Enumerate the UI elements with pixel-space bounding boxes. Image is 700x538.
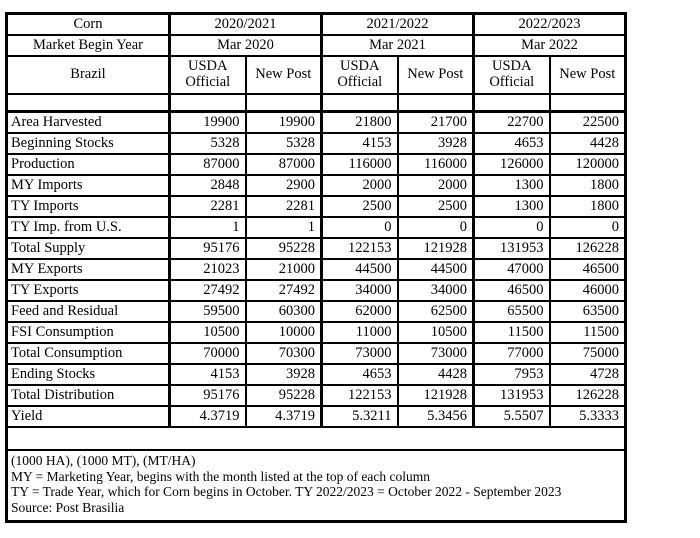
year-group-3: 2022/2023: [474, 14, 626, 36]
cell-value: 95176: [170, 385, 246, 406]
cell-value: 2500: [398, 196, 474, 217]
cell-value: 1300: [474, 196, 550, 217]
row-label: TY Imp. from U.S.: [7, 217, 170, 238]
row-label: Area Harvested: [7, 112, 170, 134]
cell-value: 0: [322, 217, 398, 238]
cell-value: 10000: [246, 322, 322, 343]
cell-value: 59500: [170, 301, 246, 322]
cell-value: 22500: [550, 112, 626, 134]
year-group-2: 2021/2022: [322, 14, 474, 36]
cell-value: 65500: [474, 301, 550, 322]
empty-cell: [550, 94, 626, 112]
cell-value: 11500: [550, 322, 626, 343]
cell-value: 34000: [322, 280, 398, 301]
row-label: Yield: [7, 406, 170, 427]
cell-value: 2900: [246, 175, 322, 196]
table-row: [7, 406, 626, 427]
cell-value: 1: [170, 217, 246, 238]
cell-value: 19900: [170, 112, 246, 134]
cell-value: 131953: [474, 385, 550, 406]
table-row: [7, 196, 626, 217]
cell-value: 46000: [550, 280, 626, 301]
footnote-cell: [7, 450, 626, 522]
row-label: Production: [7, 154, 170, 175]
market-begin-label: Market Begin Year: [7, 35, 170, 56]
cell-value: 21800: [322, 112, 398, 134]
row-label: MY Imports: [7, 175, 170, 196]
cell-value: 70300: [246, 343, 322, 364]
footnote-source: Source: Post Brasilia: [11, 499, 125, 515]
cell-value: 121928: [398, 238, 474, 259]
header-row-sources: [7, 56, 626, 94]
cell-value: 21000: [246, 259, 322, 280]
row-label: Total Consumption: [7, 343, 170, 364]
cell-value: 1: [246, 217, 322, 238]
cell-value: 4728: [550, 364, 626, 385]
cell-value: 75000: [550, 343, 626, 364]
cell-value: 7953: [474, 364, 550, 385]
cell-value: 131953: [474, 238, 550, 259]
subheader-official-2: USDA Official: [322, 56, 398, 94]
footnote-units: (1000 HA), (1000 MT), (MT/HA): [11, 453, 196, 468]
footnote-row: [7, 450, 626, 522]
cell-value: 4653: [474, 133, 550, 154]
row-label: Beginning Stocks: [7, 133, 170, 154]
cell-value: 70000: [170, 343, 246, 364]
cell-value: 3928: [246, 364, 322, 385]
table-row: [7, 322, 626, 343]
table-row: [7, 154, 626, 175]
row-label: Ending Stocks: [7, 364, 170, 385]
cell-value: 10500: [170, 322, 246, 343]
cell-value: 44500: [398, 259, 474, 280]
cell-value: 73000: [322, 343, 398, 364]
header-row-market-begin: [7, 35, 626, 56]
row-label: FSI Consumption: [7, 322, 170, 343]
cell-value: 0: [550, 217, 626, 238]
cell-value: 1800: [550, 196, 626, 217]
cell-value: 2281: [170, 196, 246, 217]
cell-value: 2848: [170, 175, 246, 196]
cell-value: 122153: [322, 238, 398, 259]
country-cell: Brazil: [7, 56, 170, 94]
row-label: Total Distribution: [7, 385, 170, 406]
cell-value: 77000: [474, 343, 550, 364]
cell-value: 5.3333: [550, 406, 626, 427]
cell-value: 1300: [474, 175, 550, 196]
row-label: Feed and Residual: [7, 301, 170, 322]
cell-value: 4428: [398, 364, 474, 385]
cell-value: 95176: [170, 238, 246, 259]
table-row: [7, 280, 626, 301]
cell-value: 47000: [474, 259, 550, 280]
year-group-1: 2020/2021: [170, 14, 322, 36]
table-row: [7, 259, 626, 280]
subheader-official-3: USDA Official: [474, 56, 550, 94]
table-row: [7, 238, 626, 259]
cell-value: 126228: [550, 385, 626, 406]
subheader-newpost-3: New Post: [550, 56, 626, 94]
table-row: [7, 112, 626, 134]
cell-value: 4.3719: [170, 406, 246, 427]
cell-value: 27492: [246, 280, 322, 301]
cell-value: 62000: [322, 301, 398, 322]
cell-value: 4153: [170, 364, 246, 385]
table-row: [7, 133, 626, 154]
table-row: [7, 343, 626, 364]
footnote-my-definition: MY = Marketing Year, begins with the month listed at the top of each column: [11, 468, 431, 484]
cell-value: 126000: [474, 154, 550, 175]
cell-value: 44500: [322, 259, 398, 280]
table-row: [7, 175, 626, 196]
market-begin-1: Mar 2020: [170, 35, 322, 56]
market-begin-3: Mar 2022: [474, 35, 626, 56]
cell-value: 5.3211: [322, 406, 398, 427]
cell-value: 116000: [398, 154, 474, 175]
cell-value: 46500: [550, 259, 626, 280]
cell-value: 95228: [246, 385, 322, 406]
cell-value: 4428: [550, 133, 626, 154]
cell-value: 11500: [474, 322, 550, 343]
row-label: TY Exports: [7, 280, 170, 301]
cell-value: 10500: [398, 322, 474, 343]
cell-value: 5.5507: [474, 406, 550, 427]
row-label: TY Imports: [7, 196, 170, 217]
subheader-newpost-2: New Post: [398, 56, 474, 94]
table-row: [7, 364, 626, 385]
cell-value: 5.3456: [398, 406, 474, 427]
row-label: MY Exports: [7, 259, 170, 280]
psd-commodity-table: [5, 12, 627, 523]
cell-value: 116000: [322, 154, 398, 175]
cell-value: 73000: [398, 343, 474, 364]
empty-header-row: [7, 94, 626, 112]
cell-value: 4653: [322, 364, 398, 385]
cell-value: 19900: [246, 112, 322, 134]
table-row: [7, 301, 626, 322]
cell-value: 2500: [322, 196, 398, 217]
market-begin-2: Mar 2021: [322, 35, 474, 56]
cell-value: 2000: [398, 175, 474, 196]
cell-value: 62500: [398, 301, 474, 322]
cell-value: 120000: [550, 154, 626, 175]
cell-value: 122153: [322, 385, 398, 406]
cell-value: 3928: [398, 133, 474, 154]
subheader-newpost-1: New Post: [246, 56, 322, 94]
cell-value: 4.3719: [246, 406, 322, 427]
empty-cell: [7, 94, 170, 112]
cell-value: 5328: [170, 133, 246, 154]
header-row-years: [7, 14, 626, 36]
cell-value: 87000: [170, 154, 246, 175]
cell-value: 46500: [474, 280, 550, 301]
cell-value: 121928: [398, 385, 474, 406]
cell-value: 2281: [246, 196, 322, 217]
empty-cell: [246, 94, 322, 112]
footnote-ty-definition: TY = Trade Year, which for Corn begins in October. TY 2022/2023 = October 2022 - September 2023: [11, 484, 562, 499]
row-label: Total Supply: [7, 238, 170, 259]
spacer-row: [7, 427, 626, 450]
empty-cell: [474, 94, 550, 112]
empty-cell: [170, 94, 246, 112]
table-row: [7, 217, 626, 238]
cell-value: 1800: [550, 175, 626, 196]
cell-value: 126228: [550, 238, 626, 259]
commodity-cell: Corn: [7, 14, 170, 36]
cell-value: 87000: [246, 154, 322, 175]
cell-value: 63500: [550, 301, 626, 322]
cell-value: 22700: [474, 112, 550, 134]
cell-value: 95228: [246, 238, 322, 259]
cell-value: 27492: [170, 280, 246, 301]
cell-value: 34000: [398, 280, 474, 301]
empty-cell: [398, 94, 474, 112]
cell-value: 11000: [322, 322, 398, 343]
table-row: [7, 385, 626, 406]
subheader-official-1: USDA Official: [170, 56, 246, 94]
cell-value: 21700: [398, 112, 474, 134]
cell-value: 60300: [246, 301, 322, 322]
cell-value: 0: [398, 217, 474, 238]
spacer-cell: [7, 427, 626, 450]
cell-value: 2000: [322, 175, 398, 196]
empty-cell: [322, 94, 398, 112]
cell-value: 5328: [246, 133, 322, 154]
cell-value: 0: [474, 217, 550, 238]
cell-value: 4153: [322, 133, 398, 154]
cell-value: 21023: [170, 259, 246, 280]
